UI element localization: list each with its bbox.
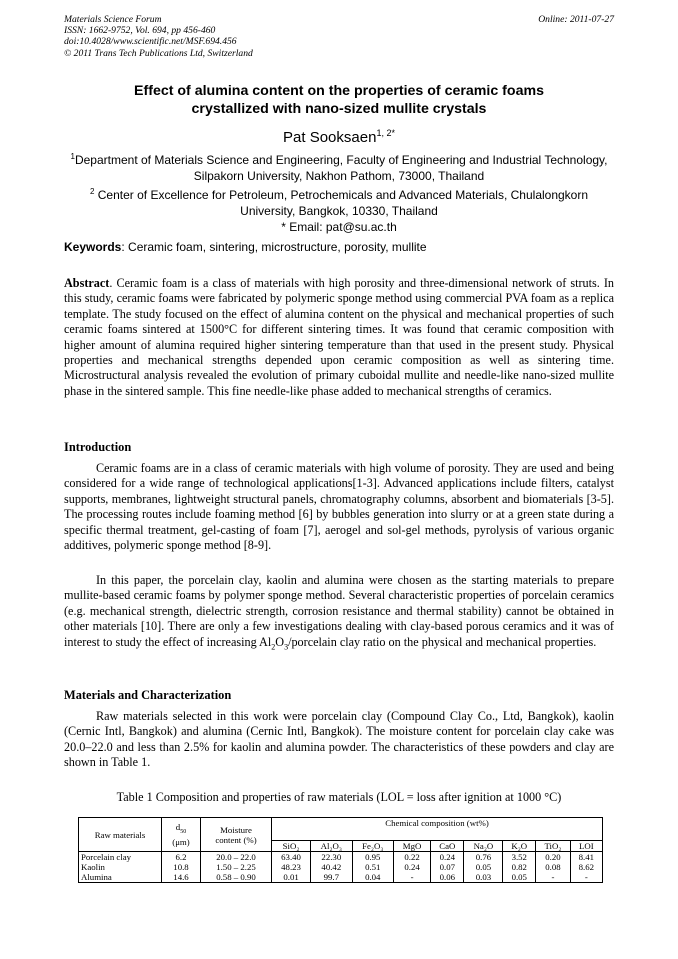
cell-value: -	[536, 872, 571, 883]
table-row	[79, 852, 603, 863]
oxide-header: CaO	[431, 841, 464, 852]
affil1-text: Department of Materials Science and Engineering, Faculty of Engineering and Industrial Technology, Silpakorn University, Nakhon Pathom, 73000, Thailand	[74, 153, 608, 183]
oxide-header: SiO₂	[272, 841, 311, 852]
author-name: Pat Sooksaen	[283, 129, 377, 146]
cell-moisture: 20.0 – 22.0	[201, 852, 272, 863]
cell-value: 0.06	[431, 872, 464, 883]
d50-sub: 50	[180, 828, 187, 835]
col-d50	[162, 818, 201, 852]
issn: ISSN: 1662-9752, Vol. 694, pp 456-460	[64, 25, 216, 37]
cell-value: 0.24	[394, 862, 431, 872]
cell-moisture: 1.50 – 2.25	[201, 862, 272, 872]
cell-value: 0.82	[503, 862, 536, 872]
abstract-text: . Ceramic foam is a class of materials with high porosity and three-dimensional network of struts. In this study, ceramic foams were fabricated by polymeric sponge method using commercial PVA foam as a replica template. The study focused on the effect of alumina content on the physical and mechanical properties of such ceramic foams sintered at 1500°C for different sintering times. It was found that ceramic composition with higher amount of alumina required higher sintering temperature than that used in the present study. Physical properties and mechanical strengths depended upon ceramic composition as well as sintering time. Microstructural analysis revealed the evolution of primary cuboidal mullite and needle-like nano-sized mullite phase in the sintered sample. This fine needle-like phase added to mechanical strengths of ceramics.	[64, 276, 614, 398]
intro-p2-text-b: /porcelain clay ratio on the physical and mechanical properties.	[288, 634, 597, 649]
title-line-2: crystallized with nano-sized mullite crystals	[191, 101, 487, 117]
intro-p2-sub2: 3	[284, 642, 289, 652]
oxide-header: MgO	[394, 841, 431, 852]
table-caption: Table 1 Composition and properties of raw materials (LOL = loss after ignition at 1000 °C)	[116, 790, 562, 804]
methods-heading: Materials and Characterization	[64, 688, 232, 702]
cell-name: Porcelain clay	[79, 852, 162, 863]
doi[interactable]: doi:10.4028/www.scientific.net/MSF.694.456	[64, 36, 237, 48]
oxide-header: Fe₂O₃	[352, 841, 393, 852]
table-row	[79, 872, 603, 883]
cell-value: 0.08	[536, 862, 571, 872]
cell-value: 0.05	[464, 862, 503, 872]
cell-d50: 10.8	[162, 862, 201, 872]
cell-value: 0.24	[431, 852, 464, 863]
table-header-row	[79, 818, 603, 841]
keywords-label: Keywords	[64, 240, 122, 254]
cell-value: 63.40	[272, 852, 311, 863]
keywords	[64, 240, 427, 254]
oxide-header: LOI	[570, 841, 602, 852]
cell-value: 0.07	[431, 862, 464, 872]
d50-unit: (μm)	[172, 836, 190, 847]
cell-value: 40.42	[311, 862, 352, 872]
cell-name: Alumina	[79, 872, 162, 883]
cell-value: 0.05	[503, 872, 536, 883]
cell-value: -	[394, 872, 431, 883]
cell-d50: 14.6	[162, 872, 201, 883]
col-moisture	[201, 818, 272, 852]
online-date: Online: 2011-07-27	[538, 14, 614, 25]
cell-value: 0.51	[352, 862, 393, 872]
author	[64, 128, 614, 146]
cell-moisture: 0.58 – 0.90	[201, 872, 272, 883]
cell-d50: 6.2	[162, 852, 201, 863]
cell-value: 0.04	[352, 872, 393, 883]
oxide-header: TiO₂	[536, 841, 571, 852]
intro-paragraph-2	[64, 573, 614, 654]
affiliations	[64, 149, 614, 235]
keywords-text: : Ceramic foam, sintering, microstructure, porosity, mullite	[121, 240, 427, 254]
methods-paragraph: Raw materials selected in this work were porcelain clay (Compound Clay Co., Ltd, Bangkok), kaolin (Cernic Intl, Bangkok) and alumina (Cernic Intl, Bangkok). The moisture content for porcelain clay cake was 20.0–22.0 and less than 2.5% for kaolin and alumina powder. The characteristics of these powders and clay are shown in Table 1.	[64, 709, 614, 770]
copyright: © 2011 Trans Tech Publications Ltd, Switzerland	[64, 47, 253, 59]
oxide-header: K₂O	[503, 841, 536, 852]
paper-title	[64, 82, 614, 118]
cell-value: 22.30	[311, 852, 352, 863]
cell-value: 0.20	[536, 852, 571, 863]
affil1-sup: 1	[70, 152, 75, 161]
affiliation-2	[64, 184, 614, 219]
intro-p2-o: O	[275, 634, 285, 649]
intro-p2-text: In this paper, the porcelain clay, kaolin and alumina were chosen as the starting materials to prepare mullite-based ceramic foams by polymer sponge method. Several characteristic properties of porcelain ceramics (e.g. mechanical strength, dielectric strength, corrosion resistance and thermal stability) cannot be obtained in other materials [10]. There are only a few investigations dealing with clay-based porous ceramics and it was of interest to study the effect of increasing Al	[64, 573, 614, 649]
email[interactable]: * Email: pat@su.ac.th	[281, 220, 397, 234]
cell-value: 0.03	[464, 872, 503, 883]
affil2-sup: 2	[89, 187, 95, 196]
cell-value: -	[570, 872, 602, 883]
affiliation-1	[64, 149, 614, 184]
col-chemical: Chemical composition (wt%)	[272, 818, 603, 841]
moisture-label: Moisture	[220, 824, 252, 835]
intro-paragraph-1: Ceramic foams are in a class of ceramic materials with high volume of porosity. They are used and being considered for a wide range of technological applications[1-3]. Advanced applications include filters, catalyst supports, membranes, lightweight structural panels, chromatography columns, absorbent and biomaterials [3-5]. The processing routes include foaming method [6] by bubbles generation into slurry or at a green state during a specific thermal treatment, gel-casting of foam [7], aerogel and sol-gel methods, pyrolysis of various organic additives, polymeric sponge method [8-9].	[64, 461, 614, 553]
cell-value: 0.95	[352, 852, 393, 863]
col-raw-materials: Raw materials	[79, 818, 162, 852]
cell-name: Kaolin	[79, 862, 162, 872]
cell-value: 8.41	[570, 852, 602, 863]
table-row	[79, 862, 603, 872]
moisture-unit: content (%)	[215, 834, 257, 845]
author-sup: 1, 2*	[376, 128, 395, 138]
d50-label: d	[175, 822, 181, 833]
abstract-label: Abstract	[64, 276, 110, 290]
intro-p2-sub1: 2	[271, 642, 276, 652]
cell-value: 48.23	[272, 862, 311, 872]
oxide-header: Al₂O₃	[311, 841, 352, 852]
raw-materials-table	[78, 817, 603, 883]
cell-value: 3.52	[503, 852, 536, 863]
intro-heading: Introduction	[64, 440, 132, 454]
cell-value: 99.7	[311, 872, 352, 883]
cell-value: 0.76	[464, 852, 503, 863]
journal-header	[64, 14, 253, 59]
journal-name: Materials Science Forum	[64, 14, 162, 25]
affil2-text: Center of Excellence for Petroleum, Petrochemicals and Advanced Materials, Chulalongkorn University, Bangkok, 10330, Thailand	[97, 188, 589, 218]
oxide-header: Na₂O	[464, 841, 503, 852]
title-line-1: Effect of alumina content on the properties of ceramic foams	[134, 83, 544, 99]
cell-value: 0.01	[272, 872, 311, 883]
abstract	[64, 276, 614, 399]
cell-value: 8.62	[570, 862, 602, 872]
cell-value: 0.22	[394, 852, 431, 863]
